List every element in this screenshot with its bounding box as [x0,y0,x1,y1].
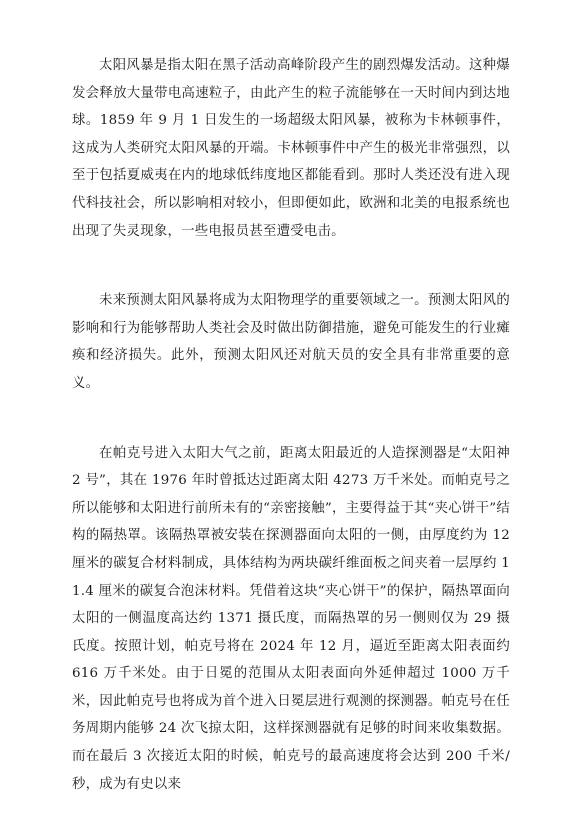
paragraph-parker-probe: 在帕克号进入太阳大气之前，距离太阳最近的人造探测器是“太阳神 2 号”，其在 1976 年时曾抵达过距离太阳 4273 万千米处。而帕克号之所以能够和太阳进行前所未有的“亲密接触”，主要得益于其“夹心饼干”结构的隔热罩。该隔热罩被安装在探测器面向太阳的一侧，由厚度约为 12 厘米的碳复合材料制成，具体结构为两块碳纤维面板之间夹着一层厚约 11.4 厘米的碳复合泡沫材料。凭借着这块“夹心饼干”的保护，隔热罩面向太阳的一侧温度高达约 1371 摄氏度，而隔热罩的另一侧则仅为 29 摄氏度。按照计划，帕克号将在 2024 年 12 月，逼近至距离太阳表面约 616 万千米处。由于日冕的范围从太阳表面向外延伸超过 1000 万千米，因此帕克号也将成为首个进入日冕层进行观测的探测器。帕克号在任务周期内能够 24 次飞掠太阳，这样探测器就有足够的时间来收集数据。而在最后 3 次接近太阳的时候，帕克号的最高速度将会达到 200 千米/秒，成为有史以来 [72,445,510,792]
paragraph-solar-storm: 太阳风暴是指太阳在黑子活动高峰阶段产生的剧烈爆发活动。这种爆发会释放大量带电高速粒子，由此产生的粒子流能够在一天时间内到达地球。1859 年 9 月 1 日发生的一场超级太阳风暴，被称为卡林顿事件，这成为人类研究太阳风暴的开端。卡林顿事件中产生的极光非常强烈，以至于包括夏威夷在内的地球低纬度地区都能看到。那时人类还没有进入现代科技社会，所以影响相对较小，但即便如此，欧洲和北美的电报系统也出现了失灵现象，一些电报员甚至遭受电击。 [72,58,510,239]
paragraph-forecast: 未来预测太阳风暴将成为太阳物理学的重要领域之一。预测太阳风的影响和行为能够帮助人类社会及时做出防御措施，避免可能发生的行业瘫痪和经济损失。此外，预测太阳风还对航天员的安全具有非常重要的意义。 [72,293,510,391]
